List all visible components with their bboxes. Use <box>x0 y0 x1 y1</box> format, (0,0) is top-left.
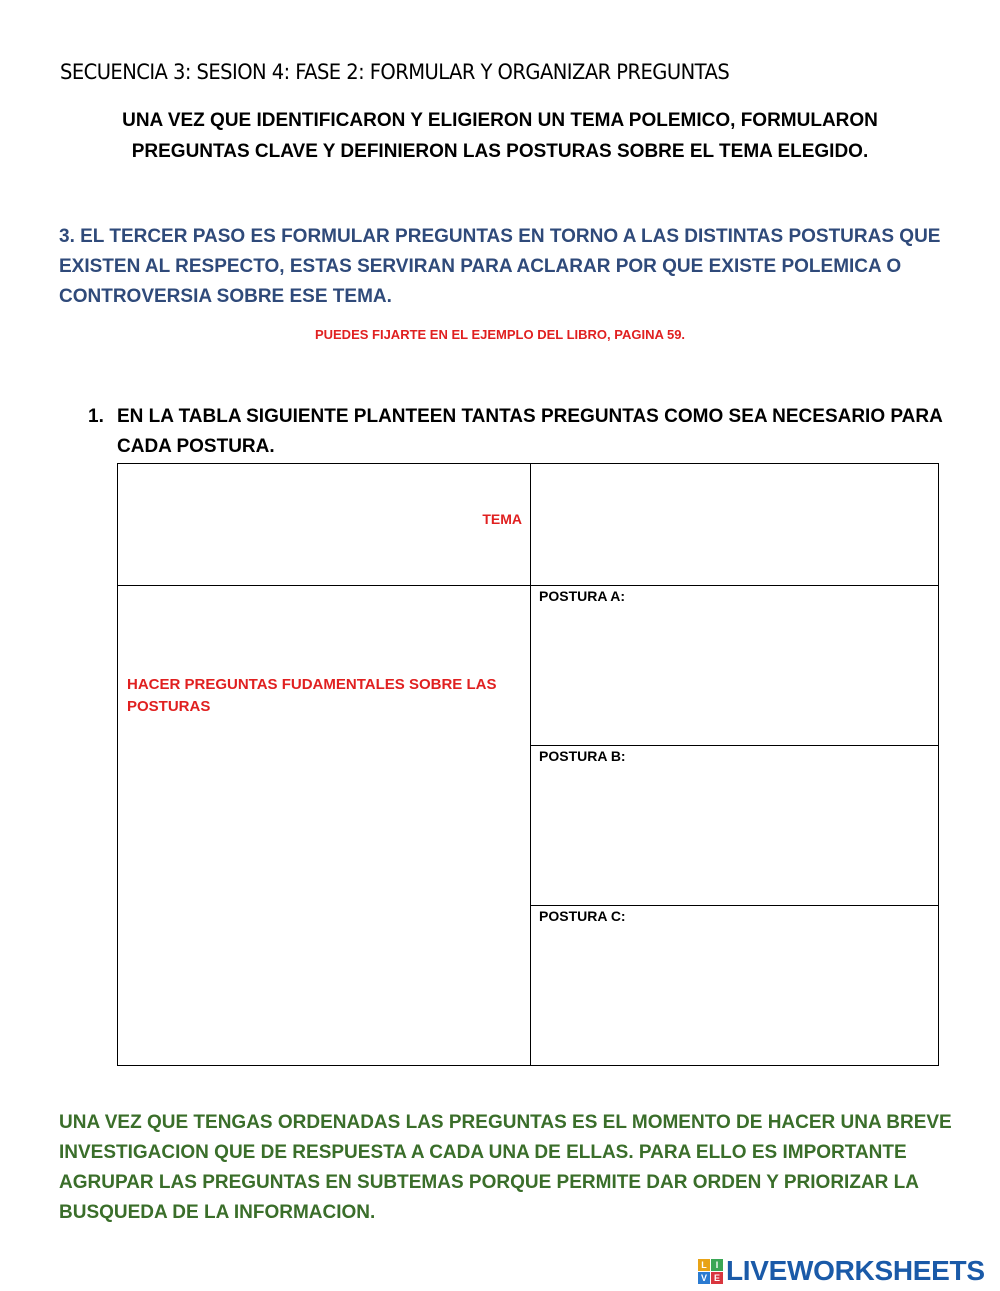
liveworksheets-icon <box>698 1259 723 1284</box>
book-hint: PUEDES FIJARTE EN EL EJEMPLO DEL LIBRO, PAGINA 59. <box>314 327 686 342</box>
postura-divider-bc <box>530 905 938 906</box>
instruction-text: EN LA TABLA SIGUIENTE PLANTEEN TANTAS PREGUNTAS COMO SEA NECESARIO PARA CADA POSTURA. <box>117 406 943 457</box>
intro-paragraph: UNA VEZ QUE IDENTIFICARON Y ELIGIERON UN TEMA POLEMICO, FORMULARON PREGUNTAS CLAVE Y DEFINIERON LAS POSTURAS SOBRE EL TEMA ELEGIDO. <box>122 110 878 162</box>
postura-c-label: POSTURA C: <box>539 908 626 924</box>
tema-label: TEMA <box>482 511 522 527</box>
instruction-number: 1. <box>88 406 104 427</box>
postura-divider-ab <box>530 745 938 746</box>
postura-a-label: POSTURA A: <box>539 588 626 604</box>
questions-table <box>117 463 939 1066</box>
logo-letter-v: V <box>698 1272 710 1284</box>
logo-letter-l: L <box>698 1259 710 1271</box>
postura-b-label: POSTURA B: <box>539 748 626 764</box>
logo-letter-i: I <box>711 1259 723 1271</box>
liveworksheets-logo <box>698 1255 985 1287</box>
liveworksheets-wordmark: LIVEWORKSHEETS <box>726 1255 985 1286</box>
page-title: SECUENCIA 3: SESION 4: FASE 2: FORMULAR Y ORGANIZAR PREGUNTAS <box>60 60 730 84</box>
instruction-item <box>88 402 958 462</box>
conclusion-paragraph: UNA VEZ QUE TENGAS ORDENADAS LAS PREGUNTAS ES EL MOMENTO DE HACER UNA BREVE INVESTIGACION QUE DE RESPUESTA A CADA UNA DE ELLAS. PARA ELLO ES IMPORTANTE AGRUPAR LAS PREGUNTAS EN SUBTEMAS PORQUE PERMITE DAR ORDEN Y PRIORIZAR LA BUSQUEDA DE LA INFORMACION. <box>59 1112 952 1223</box>
tema-answer-cell[interactable] <box>531 464 938 585</box>
table-row-divider <box>118 585 938 586</box>
step-three-paragraph: 3. EL TERCER PASO ES FORMULAR PREGUNTAS EN TORNO A LAS DISTINTAS POSTURAS QUE EXISTEN AL RESPECTO, ESTAS SERVIRAN PARA ACLARAR POR QUE EXISTE POLEMICA O CONTROVERSIA SOBRE ESE TEMA. <box>59 226 941 307</box>
preguntas-label: HACER PREGUNTAS FUDAMENTALES SOBRE LAS POSTURAS <box>127 676 497 715</box>
logo-letter-e: E <box>711 1272 723 1284</box>
